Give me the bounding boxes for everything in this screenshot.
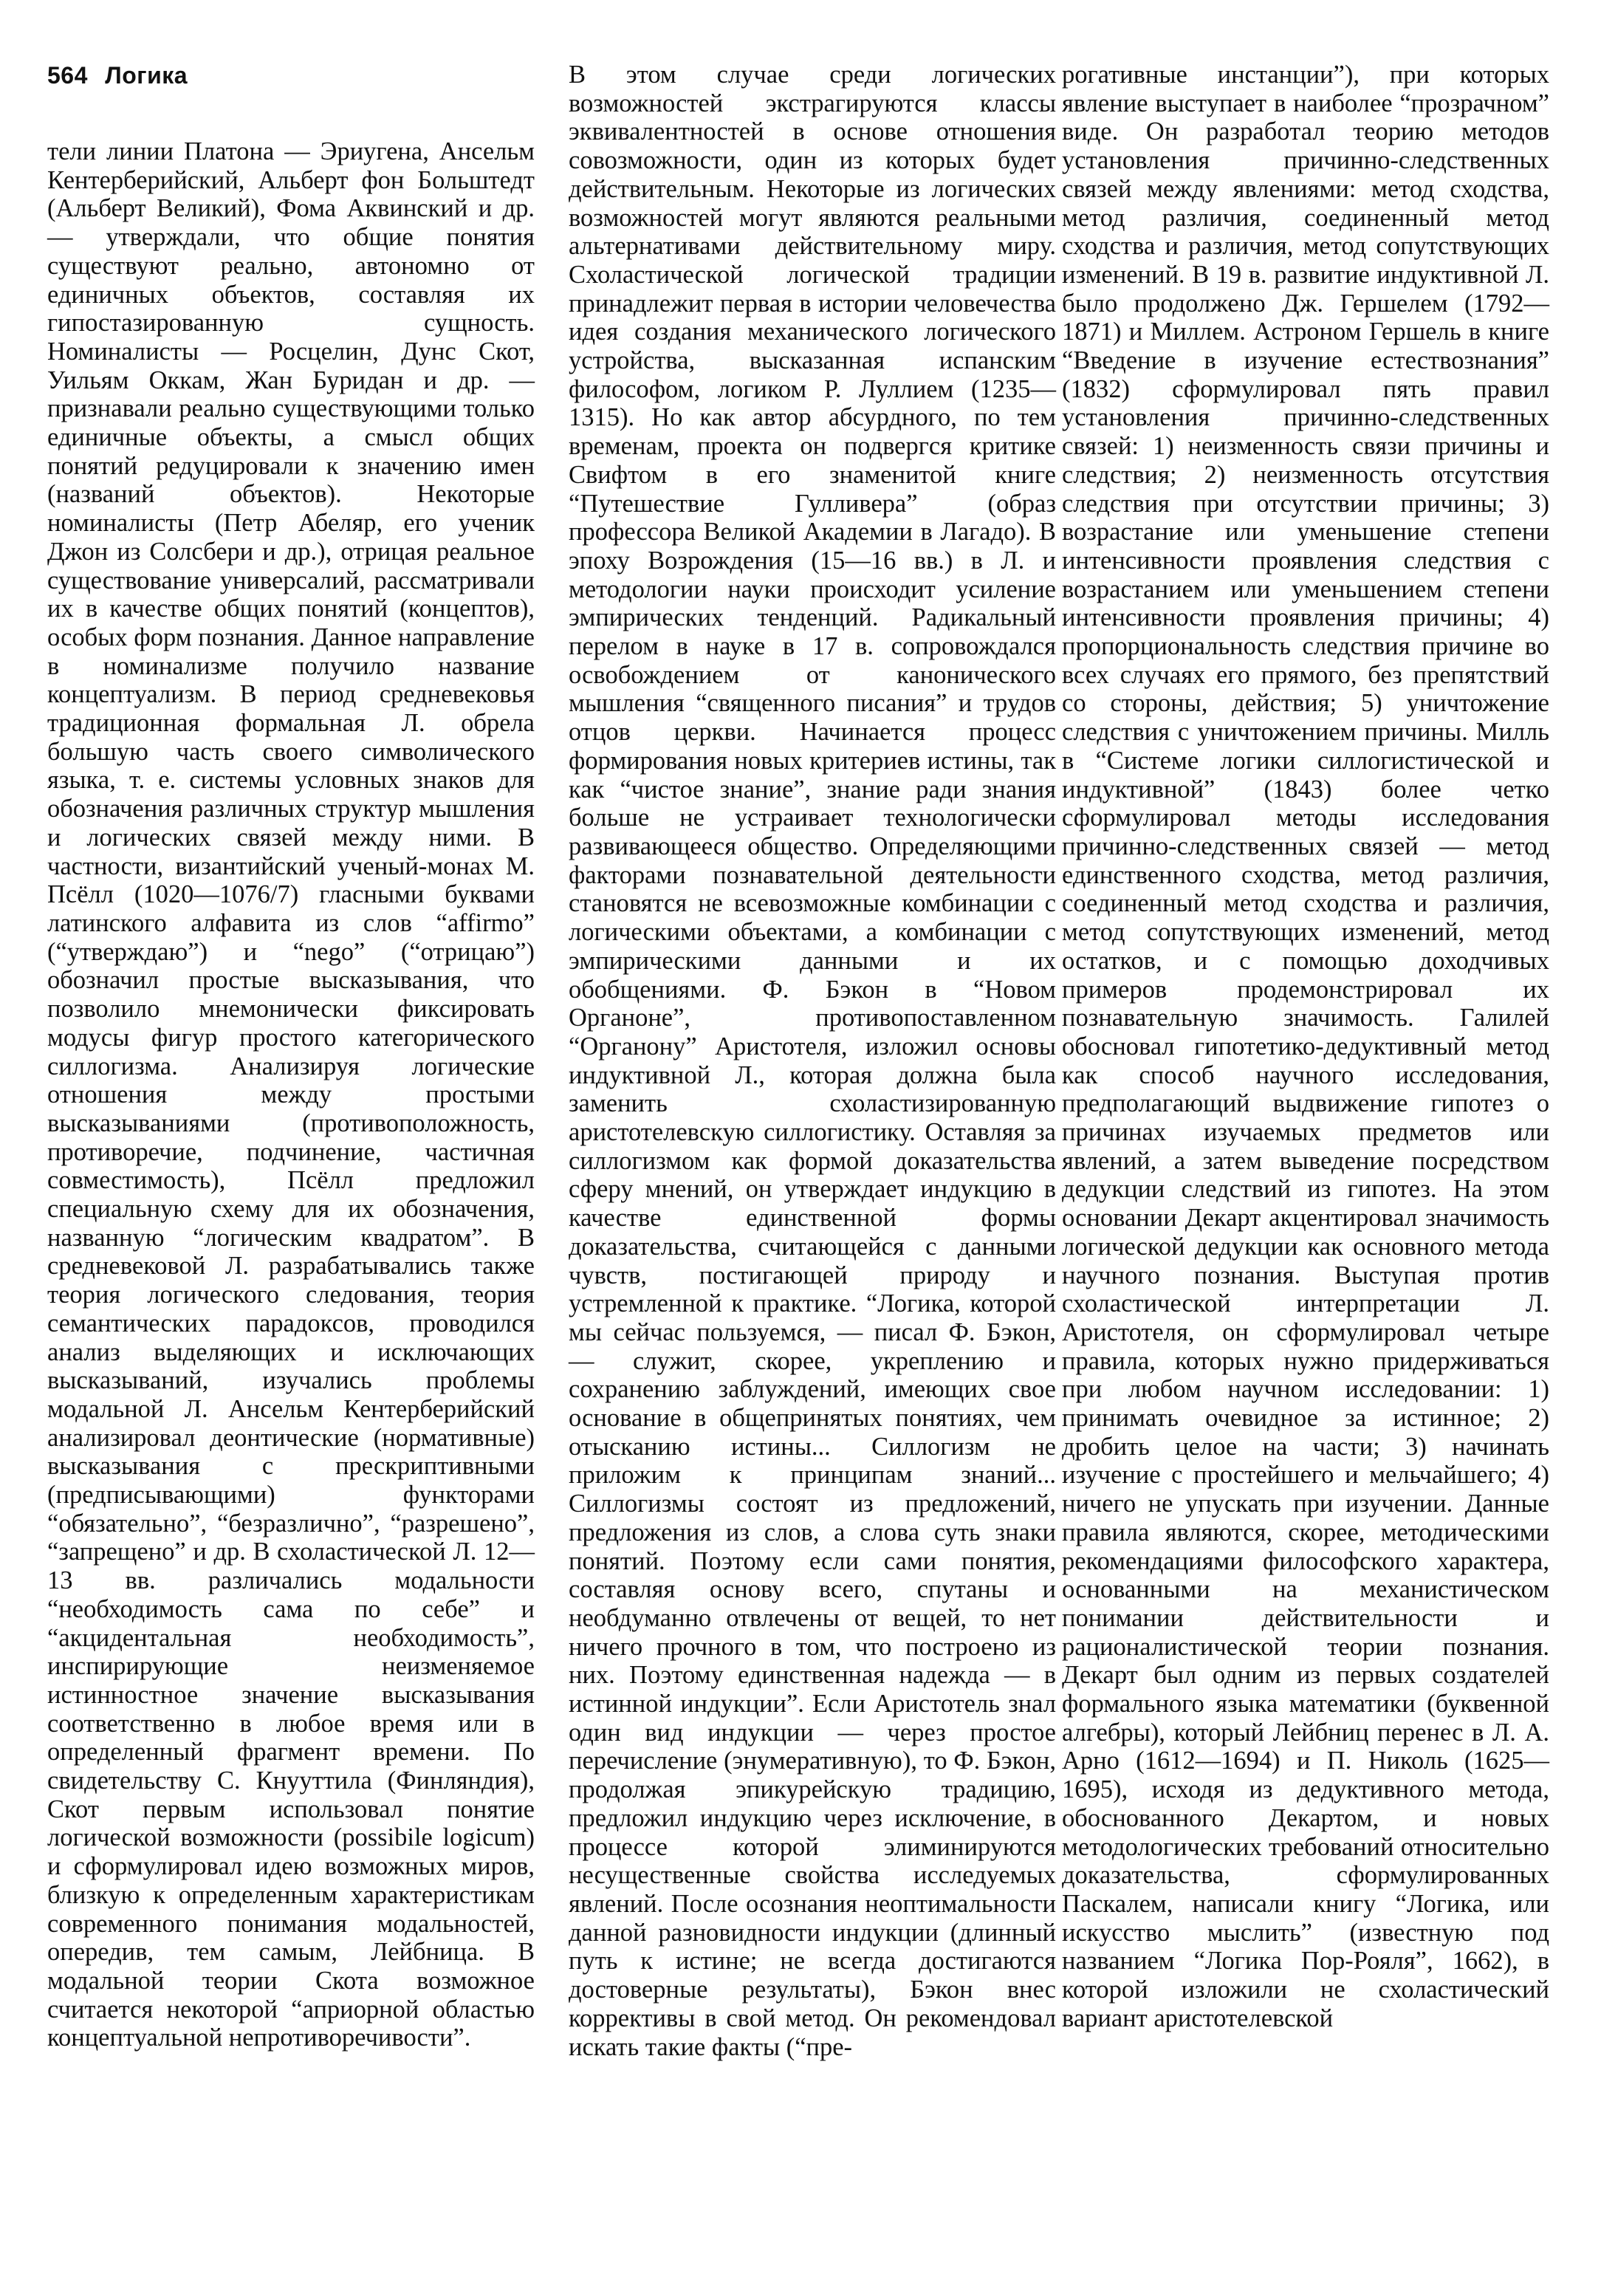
column-3-text: рогативные инстанции”), при которых явление выступает в наиболее “прозрачном” виде. Он разработал теорию методов установления причинно-следственных связей между явлениями: метод сходства, метод различия, соединенный метод сходства и различия, метод сопутствующих изменений. В 19 в. развитие индуктивной Л. было продолжено Дж. Гершелем (1792—1871) и Миллем. Астроном Гершель в книге “Введение в изучение естествознания” (1832) сформулировал пять правил установления причинно-следственных связей: 1) неизменность связи причины и следствия; 2) неизменность отсутствия следствия при отсутствии причины; 3) возрастание или уменьшение степени интенсивности проявления следствия с возрастанием или уменьшением степени интенсивности проявления причины; 4) пропорциональность следствия причине во всех случаях его прямого, без препятствий со стороны, действия; 5) уничтожение следствия с уничтожением причины. Милль в “Системе логики силлогистической и индуктивной” (1843) более четко сформулировал методы исследования причинно-следственных связей — метод единственного сходства, метод различия, соединенный метод сходства и различия, метод сопутствующих изменений, метод остатков, и с помощью доходчивых примеров продемонстрировал их познавательную значимость. Галилей обосновал гипотетико-дедуктивный метод как способ научного исследования, предполагающий выдвижение гипотез о причинах изучаемых предметов или явлений, а затем выведение посредством дедукции следствий из гипотез. На этом основании Декарт акцентировал значимость логической дедукции как основного метода научного познания. Выступая против схоластической интерпретации Л. Аристотеля, он сформулировал четыре правила, которых нужно придерживаться при любом научном исследовании: 1) принимать очевидное за истинное; 2) дробить целое на части; 3) начинать изучение с простейшего и мельчайшего; 4) ничего не упускать при изучении. Данные правила являются, скорее, методическими рекомендациями философского характера, основанными на механистическом понимании действительности и рационалистической теории познания. Декарт был одним из первых создателей формального языка математики (буквенной алгебры), который Лейбниц перенес в Л. А. Арно (1612—1694) и П. Николь (1625—1695), исходя из дедуктивного метода, обоснованного Декартом, и новых методологических требований относительно доказательства, сформулированных Паскалем, написали книгу “Логика, или искусство мыслить” (известную под названием “Логика Пор-Рояля”, 1662), в которой изложили не схоластический вариант аристотелевской: [1062, 61, 1549, 2032]
text-column-3: [1062, 61, 1549, 2033]
text-column-2: [569, 61, 1056, 2061]
section-title: Логика: [105, 62, 188, 89]
page-number: 564: [47, 62, 88, 89]
page-header: [47, 62, 188, 89]
column-2-text: В этом случае среди логических возможностей экстрагируются классы эквивалентностей в основе отношения совозможности, один из которых будет действительным. Некоторые из логических возможностей могут являются реальными альтернативами действительному миру. Схоластической логической традиции принадлежит первая в истории человечества идея создания механического логического устройства, высказанная испанским философом, логиком Р. Луллием (1235—1315). Но как автор абсурдного, по тем временам, проекта он подвергся критике Свифтом в его знаменитой книге “Путешествие Гулливера” (образ профессора Великой Академии в Лагадо). В эпоху Возрождения (15—16 вв.) в Л. и методологии науки происходит усиление эмпирических тенденций. Радикальный перелом в науке в 17 в. сопровождался освобождением от канонического мышления “священного писания” и трудов отцов церкви. Начинается процесс формирования новых критериев истины, так как “чистое знание”, знание ради знания больше не устраивает технологически развивающееся общество. Определяющими факторами познавательной деятельности становятся не всевозможные комбинации с логическими объектами, а комбинации с эмпирическими данными и их обобщениями. Ф. Бэкон в “Новом Органоне”, противопоставленном “Органону” Аристотеля, изложил основы индуктивной Л., которая должна была заменить схоластизированную аристотелевскую силлогистику. Оставляя за силлогизмом как формой доказательства сферу мнений, он утверждает индукцию в качестве единственной формы доказательства, считающейся с данными чувств, постигающей природу и устремленной к практике. “Логика, которой мы сейчас пользуемся, — писал Ф. Бэкон, — служит, скорее, укреплению и сохранению заблуждений, имеющих свое основание в общепринятых понятиях, чем отысканию истины... Силлогизм не приложим к принципам знаний... Силлогизмы состоят из предложений, предложения из слов, а слова суть знаки понятий. Поэтому если сами понятия, составляя основу всего, спутаны и необдуманно отвлечены от вещей, то нет ничего прочного в том, что построено из них. Поэтому единственная надежда — в истинной индукции”. Если Аристотель знал один вид индукции — через простое перечисление (энумеративную), то Ф. Бэкон, продолжая эпикурейскую традицию, предложил индукцию через исключение, в процессе которой элиминируются несущественные свойства исследуемых явлений. После осознания неоптимальности данной разновидности индукции (длинный путь к истине; не всегда достигаются достоверные результаты), Бэкон внес коррективы в свой метод. Он рекомендовал искать такие факты (“пре-: [569, 61, 1056, 2061]
text-column-1: [47, 137, 535, 2052]
column-1-text: тели линии Платона — Эриугена, Ансельм Кентерберийский, Альберт фон Больштедт (Альберт Великий), Фома Аквинский и др. — утверждали, что общие понятия существуют реально, автономно от единичных объектов, составляя их гипостазированную сущность. Номиналисты — Росцелин, Дунс Скот, Уильям Оккам, Жан Буридан и др. — признавали реально существующими только единичные объекты, а смысл общих понятий редуцировали к значению имен (названий объектов). Некоторые номиналисты (Петр Абеляр, его ученик Джон из Солсбери и др.), отрицая реальное существование универсалий, рассматривали их в качестве общих понятий (концептов), особых форм познания. Данное направление в номинализме получило название концептуализм. В период средневековья традиционная формальная Л. обрела большую часть своего символического языка, т. е. системы условных знаков для обозначения различных структур мышления и логических связей между ними. В частности, византийский ученый-монах М. Псёлл (1020—1076/7) гласными буквами латинского алфавита из слов “affirmo” (“утверждаю”) и “nego” (“отрицаю”) обозначил простые высказывания, что позволило мнемонически фиксировать модусы фигур простого категорического силлогизма. Анализируя логические отношения между простыми высказываниями (противоположность, противоречие, подчинение, частичная совместимость), Псёлл предложил специальную схему для их обозначения, названную “логическим квадратом”. В средневековой Л. разрабатывались также теория логического следования, теория семантических парадоксов, проводился анализ выделяющих и исключающих высказываний, изучались проблемы модальной Л. Ансельм Кентерберийский анализировал деонтические (нормативные) высказывания с прескриптивными (предписывающими) функторами “обязательно”, “безразлично”, “разрешено”, “запрещено” и др. В схоластической Л. 12—13 вв. различались модальности “необходимость сама по себе” и “акцидентальная необходимость”, инспирирующие неизменяемое истинностное значение высказывания соответственно в любое время или в определенный фрагмент времени. По свидетельству С. Кнууттила (Финляндия), Скот первым использовал понятие логической возможности (possibile logicum) и сформулировал идею возможных миров, близкую к определенным характеристикам современного понимания модальностей, опередив, тем самым, Лейбница. В модальной теории Скота возможное считается некоторой “априорной областью концептуальной непротиворечивости”.: [47, 137, 535, 2052]
